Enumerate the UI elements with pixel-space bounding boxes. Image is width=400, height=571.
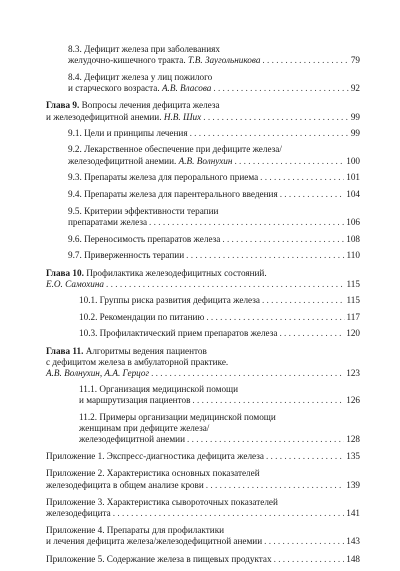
entry-title: Приложение 1. Экспресс-диагностика дефицита железа (46, 451, 264, 462)
page-number: 143 (346, 536, 360, 547)
appendix-entry (46, 525, 360, 547)
appendix-entry (46, 554, 360, 565)
entry-last-line (46, 328, 360, 339)
toc-entry (46, 234, 360, 245)
page-number: 148 (346, 553, 360, 564)
page-number: 79 (350, 55, 360, 66)
chapter-last-line (46, 112, 360, 123)
entry-text-line: 11.2. Примеры организации медицинской помощи (79, 412, 276, 423)
chapter-author: Е.О. Самохина (46, 278, 105, 289)
entry-last-line (68, 189, 360, 200)
chapter-title-end: и железодефицитной анемии. (46, 111, 162, 122)
entry-last-line (68, 234, 360, 245)
chapter-last-line (46, 279, 360, 290)
entry-last-line (46, 480, 360, 491)
chapter-title: Профилактика железодефицитных состояний. (83, 267, 267, 278)
page-number: 120 (346, 328, 360, 339)
chapter-title: Вопросы лечения дефицита железа (79, 100, 220, 111)
page-number: 115 (346, 278, 360, 289)
chapter-last-line (46, 368, 360, 379)
chapter-label: Глава 9. (46, 100, 80, 111)
appendix-entry (46, 451, 360, 462)
entry-last-line (46, 312, 360, 323)
page-number: 128 (346, 434, 360, 445)
chapter-heading (46, 268, 360, 279)
chapter-author: Н.В. Ших (163, 111, 202, 122)
chapter-title: Алгоритмы ведения пациентов (83, 345, 207, 356)
entry-title: Приложение 5. Содержание железа в пищевых продуктах (46, 553, 272, 564)
entry-last-line (46, 554, 360, 565)
toc-entry (46, 144, 360, 166)
page-number: 104 (346, 189, 360, 200)
entry-title: железодефицитной анемии (79, 434, 186, 445)
entry-text-line: Приложение 3. Характеристика сывороточных показателей (46, 496, 278, 507)
dot-leader (149, 217, 344, 228)
dot-leader (280, 189, 345, 200)
toc-entry (46, 250, 360, 261)
entry-title: 9.7. Приверженность терапии (68, 250, 185, 261)
page-number: 92 (350, 83, 360, 94)
chapter-title-line: с дефицитом железа в амбулаторной практике. (46, 356, 229, 367)
toc-entry (46, 172, 360, 183)
entry-text-line: 9.5. Критерии эффективности терапии (68, 205, 219, 216)
page-number: 141 (346, 508, 360, 518)
page-number: 135 (346, 451, 360, 462)
entry-title: 9.6. Переносимость препаратов железа (68, 233, 221, 244)
toc-entry (46, 312, 360, 323)
entry-last-line (68, 83, 360, 94)
page-number: 123 (346, 367, 360, 378)
entry-title: и лечения дефицита железа/железодефицитной анемии (46, 536, 263, 547)
appendix-entry (46, 497, 360, 519)
dot-leader (192, 395, 344, 406)
entry-last-line (68, 128, 360, 139)
entry-last-line (68, 250, 360, 261)
dot-leader (106, 279, 345, 290)
dot-leader (206, 312, 344, 323)
page-number: 101 (346, 172, 360, 183)
entry-title: 9.3. Препараты железа для перорального приема (68, 172, 259, 183)
entry-last-line (46, 434, 360, 445)
page-number: 126 (346, 395, 360, 406)
dot-leader (274, 554, 345, 565)
dot-leader (186, 250, 344, 261)
entry-text-line: Приложение 2. Характеристика основных показателей (46, 468, 260, 479)
entry-last-line (68, 217, 360, 228)
toc-entry (46, 189, 360, 200)
entry-title: 10.1. Группы риска развития дефицита железа (79, 294, 260, 305)
entry-text-line: 8.3. Дефицит железа при заболеваниях (68, 44, 220, 54)
entry-last-line (68, 156, 360, 167)
toc-entry (46, 328, 360, 339)
entry-title: и старческого возраста. (68, 83, 160, 94)
entry-text-line: женщинам при дефиците железа/ (79, 423, 210, 434)
entry-title: 10.3. Профилактический прием препаратов железа (79, 328, 278, 339)
page-number: 106 (346, 216, 360, 227)
entry-title: 9.4. Препараты железа для парентерального введения (68, 189, 278, 200)
chapter-author: А.В. Волнухин, А.А. Герцог (46, 367, 150, 378)
dot-leader (203, 112, 349, 123)
toc-entry (46, 384, 360, 406)
entry-text-line: 11.1. Организация медицинской помощи (79, 384, 239, 395)
entry-last-line (68, 172, 360, 183)
entry-title: и маршрутизация пациентов (79, 395, 191, 406)
dot-leader (279, 328, 344, 339)
chapter-block (46, 268, 360, 340)
appendix-list (46, 451, 360, 565)
dot-leader (113, 508, 344, 519)
entry-last-line (46, 536, 360, 547)
page-number: 117 (346, 311, 360, 322)
page-number: 100 (346, 155, 360, 166)
page-number: 108 (346, 233, 360, 244)
dot-leader (264, 536, 344, 547)
page-number: 110 (346, 250, 360, 261)
appendix-entry (46, 468, 360, 490)
page-number: 115 (346, 294, 360, 305)
table-of-contents (46, 44, 360, 571)
dot-leader (262, 295, 345, 306)
chapter-heading (46, 346, 360, 357)
chapter-label: Глава 11. (46, 345, 84, 356)
dot-leader (260, 172, 344, 183)
entry-last-line (46, 508, 360, 519)
entry-text-line: Приложение 4. Препараты для профилактики (46, 525, 225, 536)
toc-entry (46, 412, 360, 446)
dot-leader (151, 368, 344, 379)
entry-author: Т.В. Заугольникова (187, 55, 261, 66)
chapter-block (46, 346, 360, 446)
dot-leader (222, 234, 344, 245)
toc-entry (46, 72, 360, 94)
entry-last-line (68, 55, 360, 66)
entry-text-line: 9.2. Лекарственное обеспечение при дефиците железа/ (68, 144, 282, 155)
entry-title: железодефицитной анемии. (68, 155, 177, 166)
entry-author: А.В. Волнухин (178, 155, 233, 166)
entry-title: 9.1. Цели и принципы лечения (68, 127, 188, 138)
entry-title: железодефицита (46, 508, 111, 518)
dot-leader (213, 83, 348, 94)
page-number: 99 (350, 127, 360, 138)
dot-leader (266, 451, 344, 462)
page-number: 139 (346, 479, 360, 490)
entry-text-line: 8.4. Дефицит железа у лиц пожилого (68, 71, 213, 82)
dot-leader (206, 480, 344, 491)
entry-last-line (46, 395, 360, 406)
dot-leader (262, 55, 348, 66)
chapter-label: Глава 10. (46, 267, 84, 278)
entry-title: 10.2. Рекомендации по питанию (79, 311, 205, 322)
entry-title: железодефицита в общем анализе крови (46, 479, 204, 490)
toc-entry (46, 206, 360, 228)
entry-title: препаратами железа (68, 216, 148, 227)
entry-title: желудочно-кишечного тракта. (68, 55, 186, 66)
chapter-heading (46, 100, 360, 111)
dot-leader (187, 434, 344, 445)
toc-entry (46, 44, 360, 66)
toc-entry (46, 295, 360, 306)
chapter-block (46, 100, 360, 261)
dot-leader (234, 156, 344, 167)
page-number: 99 (350, 111, 360, 122)
dot-leader (190, 128, 349, 139)
entry-last-line (46, 295, 360, 306)
entry-last-line (46, 451, 360, 462)
entry-author: А.В. Власова (161, 83, 212, 94)
toc-entry (46, 128, 360, 139)
